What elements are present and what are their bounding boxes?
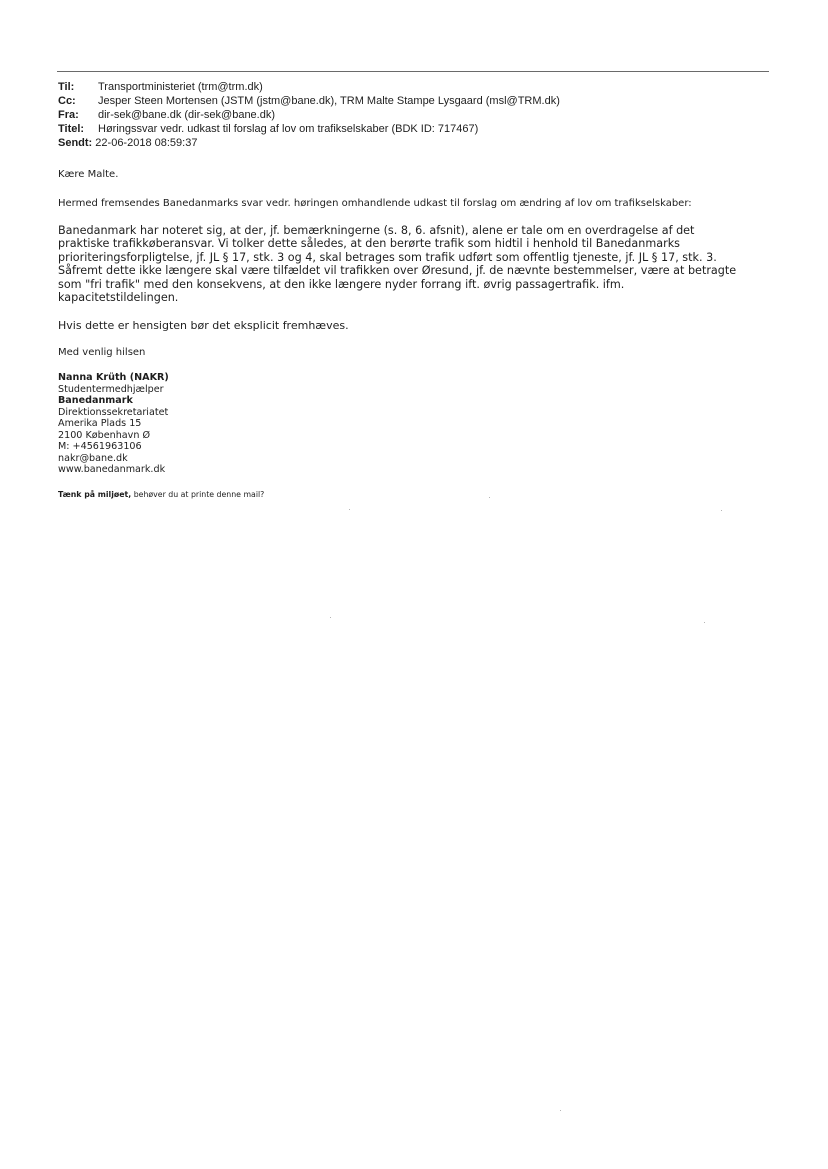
subject-label: Titel: — [58, 123, 85, 135]
scan-speck — [330, 617, 331, 618]
environment-note-rest: behøver du at printe denne mail? — [131, 489, 265, 499]
to-value: Transportministeriet (trm@trm.dk) — [98, 81, 263, 93]
header-sent-row — [58, 136, 560, 150]
environment-note-bold: Tænk på miljøet, — [58, 489, 132, 499]
greeting: Kære Malte. — [58, 169, 119, 180]
closing: Med venlig hilsen — [58, 347, 146, 359]
signature-web: www.banedanmark.dk — [58, 464, 166, 476]
main-line: Såfremt dette ikke længere skal være tilfældet vil trafikken over Øresund, jf. de nævnte bestemmelser, være at betragte — [58, 264, 737, 278]
from-label: Fra: — [58, 109, 79, 121]
header-subject-row — [58, 122, 560, 136]
main-line: kapacitetstildelingen. — [58, 290, 179, 304]
signature-dept: Direktionssekretariatet — [58, 406, 169, 418]
sent-value: 22-06-2018 08:59:37 — [95, 137, 198, 149]
main-line: praktiske trafikkøberansvar. Vi tolker dette således, at den berørte trafik som hidtil i henhold til Banedanmarks — [58, 237, 681, 251]
scan-speck — [721, 510, 722, 511]
subject-value: Høringssvar vedr. udkast til forslag af lov om trafikselskaber (BDK ID: 717467) — [98, 123, 479, 135]
cc-label: Cc: — [58, 95, 76, 107]
signature-org: Banedanmark — [58, 395, 133, 407]
scan-speck — [489, 497, 490, 498]
scan-speck — [349, 509, 350, 510]
emphasis-paragraph: Hvis dette er hensigten bør det eksplicit fremhæves. — [58, 319, 349, 333]
cc-value: Jesper Steen Mortensen (JSTM (jstm@bane.dk), TRM Malte Stampe Lysgaard (msl@TRM.dk) — [98, 95, 560, 107]
email-headers — [58, 80, 560, 150]
signature-name: Nanna Krüth (NAKR) — [58, 372, 169, 384]
to-label: Til: — [58, 81, 75, 93]
from-value: dir-sek@bane.dk (dir-sek@bane.dk) — [98, 109, 276, 121]
signature-email: nakr@bane.dk — [58, 452, 128, 464]
header-divider — [57, 71, 769, 72]
scan-speck — [704, 622, 705, 623]
signature-street: Amerika Plads 15 — [58, 418, 142, 430]
header-cc-row — [58, 94, 560, 108]
signature-block — [58, 372, 770, 476]
header-from-row — [58, 108, 560, 122]
intro-paragraph: Hermed fremsendes Banedanmarks svar vedr. høringen omhandlende udkast til forslag om ændring af lov om trafikselskaber: — [58, 198, 692, 209]
signature-phone: M: +4561963106 — [58, 441, 142, 453]
signature-city: 2100 København Ø — [58, 429, 151, 441]
signature-title: Studentermedhjælper — [58, 383, 164, 395]
environment-note — [58, 490, 770, 500]
sent-label: Sendt: — [58, 137, 93, 149]
main-paragraph — [58, 224, 770, 304]
scan-speck — [560, 1110, 561, 1111]
main-line: som "fri trafik" med den konsekvens, at den ikke længere nyder forrang ift. øvrig passagertrafik. ifm. — [58, 277, 625, 291]
main-line: prioriteringsforpligtelse, jf. JL § 17, stk. 3 og 4, skal betrages som trafik udført som offentlig tjeneste, jf. JL § 17, stk. 3. — [58, 250, 717, 264]
main-line: Banedanmark har noteret sig, at der, jf. bemærkningerne (s. 8, 6. afsnit), alene er tale om en overdragelse af det — [58, 224, 695, 237]
email-body — [58, 168, 770, 500]
header-to-row — [58, 80, 560, 94]
